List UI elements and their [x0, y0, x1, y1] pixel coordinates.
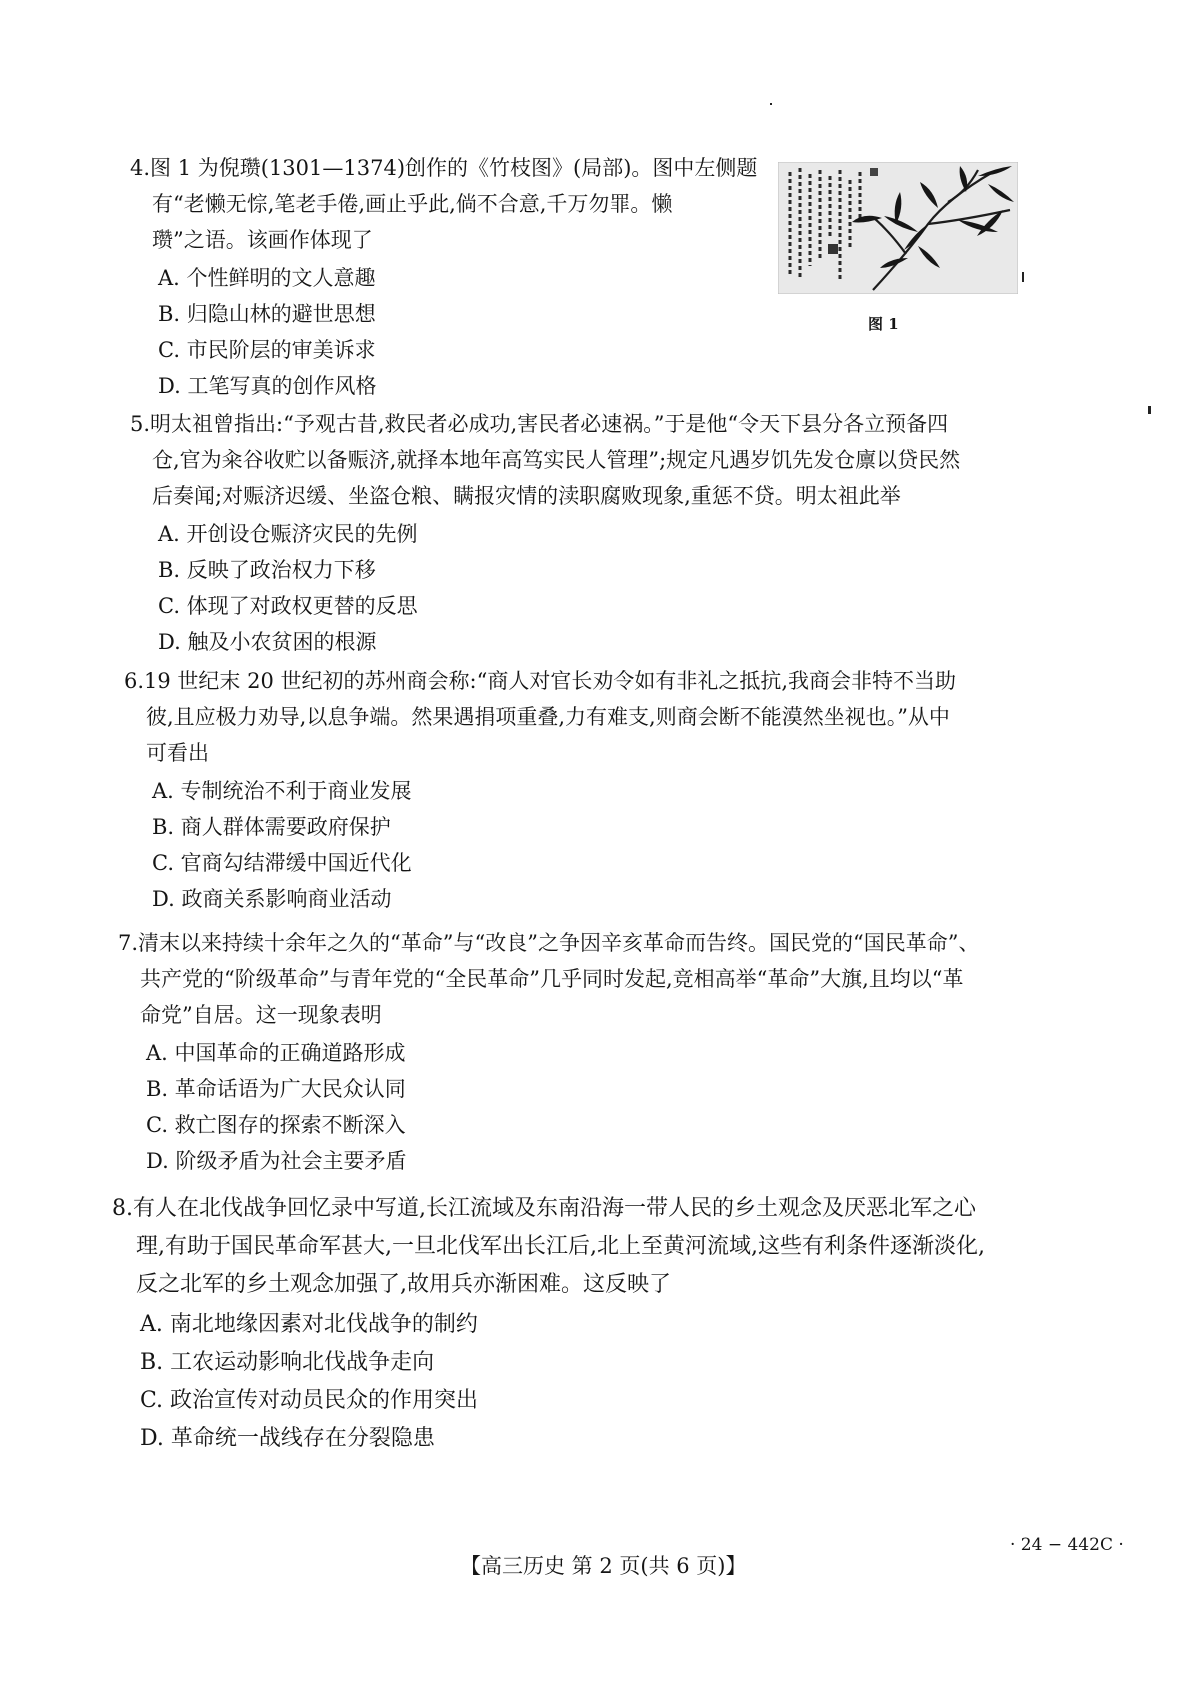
question-5-line-3: 后奏闻;对赈济迟缓、坐盗仓粮、瞒报灾情的渎职腐败现象,重惩不贷。明太祖此举 — [152, 484, 901, 508]
question-6-option-d[interactable]: D. 政商关系影响商业活动 — [152, 887, 392, 911]
question-7-option-d[interactable]: D. 阶级矛盾为社会主要矛盾 — [146, 1149, 407, 1173]
question-7-option-b[interactable]: B. 革命话语为广大民众认同 — [146, 1077, 406, 1101]
question-7-line-1: 7.清末以来持续十余年之久的“革命”与“改良”之争因辛亥革命而告终。国民党的“国民革命”、 — [118, 931, 980, 955]
question-8-line-1: 8.有人在北伐战争回忆录中写道,长江流域及东南沿海一带人民的乡土观念及厌恶北军之心 — [112, 1196, 976, 1221]
question-8-option-c[interactable]: C. 政治宣传对动员民众的作用突出 — [140, 1388, 479, 1413]
question-8-line-2: 理,有助于国民革命军甚大,一旦北伐军出长江后,北上至黄河流域,这些有利条件逐渐淡化, — [136, 1234, 985, 1259]
question-7-option-a[interactable]: A. 中国革命的正确道路形成 — [146, 1041, 406, 1065]
question-6-line-1: 6.19 世纪末 20 世纪初的苏州商会称:“商人对官长劝令如有非礼之抵抗,我商会非特不当助 — [124, 669, 956, 693]
question-4-option-d[interactable]: D. 工笔写真的创作风格 — [158, 374, 377, 398]
scan-speck — [1148, 406, 1151, 414]
bamboo-painting-image — [778, 162, 1018, 294]
question-6 — [124, 663, 956, 917]
bamboo-painting-figure — [778, 162, 1018, 294]
question-5-option-a[interactable]: A. 开创设仓赈济灾民的先例 — [158, 522, 418, 546]
question-7 — [118, 925, 979, 1179]
question-5-line-2: 仓,官为籴谷收贮以备赈济,就择本地年高笃实民人管理”;规定凡遇岁饥先发仓廪以贷民然 — [152, 448, 961, 472]
question-5-option-d[interactable]: D. 触及小农贫困的根源 — [158, 630, 377, 654]
question-8-line-3: 反之北军的乡土观念加强了,故用兵亦渐困难。这反映了 — [136, 1272, 671, 1297]
question-5-option-c[interactable]: C. 体现了对政权更替的反思 — [158, 594, 418, 618]
question-7-line-2: 共产党的“阶级革命”与青年党的“全民革命”几乎同时发起,竞相高举“革命”大旗,且均以“革 — [140, 967, 964, 991]
question-4-option-c[interactable]: C. 市民阶层的审美诉求 — [158, 338, 376, 362]
question-4-line-1: 4.图 1 为倪瓒(1301—1374)创作的《竹枝图》(局部)。图中左侧题 — [130, 156, 758, 180]
question-5-option-b[interactable]: B. 反映了政治权力下移 — [158, 558, 376, 582]
question-6-option-a[interactable]: A. 专制统治不利于商业发展 — [152, 779, 412, 803]
figure-caption: 图 1 — [868, 315, 899, 333]
question-4-option-a[interactable]: A. 个性鲜明的文人意趣 — [158, 266, 376, 290]
question-8 — [112, 1190, 985, 1458]
question-7-line-3: 命党”自居。这一现象表明 — [140, 1003, 382, 1027]
scan-speck — [770, 103, 772, 105]
question-6-option-b[interactable]: B. 商人群体需要政府保护 — [152, 815, 391, 839]
scan-speck — [1022, 272, 1024, 282]
question-5 — [130, 406, 960, 660]
question-8-option-b[interactable]: B. 工农运动影响北伐战争走向 — [140, 1350, 435, 1375]
exam-code: · 24 − 442C · — [1010, 1535, 1124, 1555]
question-8-option-d[interactable]: D. 革命统一战线存在分裂隐患 — [140, 1426, 435, 1451]
question-5-line-1: 5.明太祖曾指出:“予观古昔,救民者必成功,害民者必速祸。”于是他“令天下县分各立预备四 — [130, 412, 949, 436]
question-6-option-c[interactable]: C. 官商勾结滞缓中国近代化 — [152, 851, 412, 875]
page-footer: 【高三历史 第 2 页(共 6 页)】 — [460, 1554, 747, 1578]
question-6-line-3: 可看出 — [146, 741, 209, 765]
question-4-line-2: 有“老懒无悰,笔老手倦,画止乎此,倘不合意,千万勿罪。懒 — [152, 192, 673, 216]
question-4-line-3: 瓒”之语。该画作体现了 — [152, 228, 373, 252]
question-7-option-c[interactable]: C. 救亡图存的探索不断深入 — [146, 1113, 406, 1137]
question-8-option-a[interactable]: A. 南北地缘因素对北伐战争的制约 — [140, 1312, 478, 1337]
question-4-option-b[interactable]: B. 归隐山林的避世思想 — [158, 302, 376, 326]
question-6-line-2: 彼,且应极力劝导,以息争端。然果遇捐项重叠,力有难支,则商会断不能漠然坐视也。”从中 — [146, 705, 950, 729]
question-4 — [130, 150, 757, 404]
